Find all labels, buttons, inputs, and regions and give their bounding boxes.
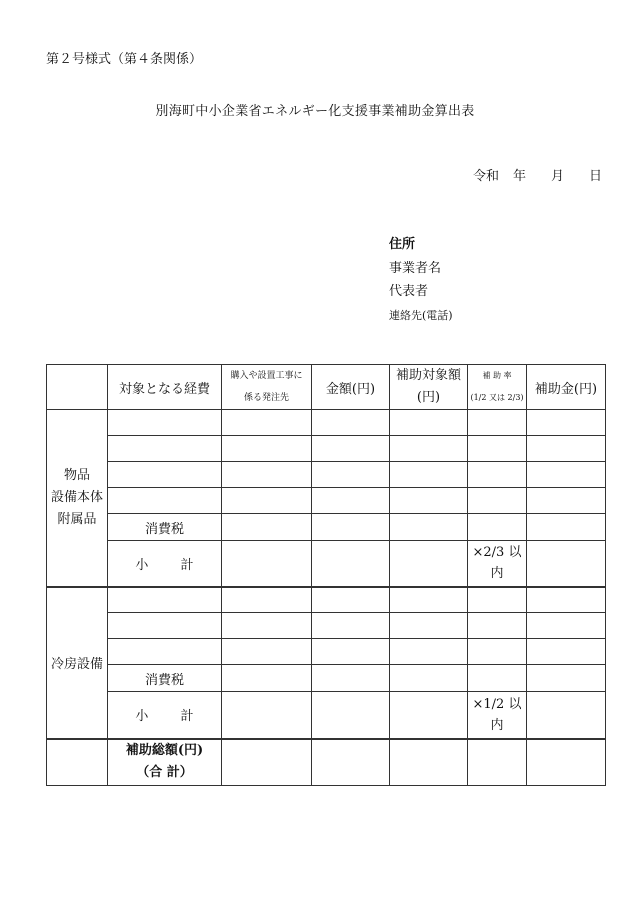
header-vendor-line2: 係る発注先 bbox=[243, 393, 289, 403]
input-cell[interactable] bbox=[312, 639, 390, 665]
subtotal-row bbox=[47, 692, 606, 739]
input-cell[interactable] bbox=[390, 410, 468, 436]
total-line1: 補助総額(円) bbox=[125, 743, 204, 759]
total-blank bbox=[47, 739, 108, 786]
input-cell[interactable] bbox=[468, 587, 527, 613]
date-line bbox=[473, 165, 602, 184]
input-cell[interactable] bbox=[312, 665, 390, 692]
subtotal-row bbox=[47, 541, 606, 587]
representative-label: 代表者 bbox=[389, 284, 429, 299]
header-row bbox=[47, 365, 606, 410]
table-row bbox=[47, 587, 606, 613]
input-cell[interactable] bbox=[468, 488, 527, 514]
business-name-label: 事業者名 bbox=[389, 260, 442, 276]
date-month: 月 bbox=[550, 169, 564, 184]
input-cell[interactable] bbox=[468, 514, 527, 541]
input-cell[interactable] bbox=[312, 541, 390, 587]
form-number: 第２号様式（第４条関係） bbox=[46, 52, 203, 67]
input-cell[interactable] bbox=[527, 488, 606, 514]
category-line: 設備本体 bbox=[50, 489, 103, 505]
tax-label: 消費税 bbox=[108, 514, 222, 541]
input-cell[interactable] bbox=[222, 665, 312, 692]
category-line: 物品 bbox=[63, 467, 90, 483]
applicant-block bbox=[389, 233, 453, 327]
address-label: 住所 bbox=[389, 237, 416, 252]
input-cell[interactable] bbox=[527, 541, 606, 587]
header-blank bbox=[47, 365, 108, 410]
table-row bbox=[47, 462, 606, 488]
input-cell[interactable] bbox=[222, 462, 312, 488]
input-cell[interactable] bbox=[222, 514, 312, 541]
subtotal-label bbox=[108, 541, 222, 587]
rate-cell bbox=[468, 692, 527, 739]
total-row bbox=[47, 739, 606, 786]
category-line: 附属品 bbox=[57, 511, 97, 527]
subsidy-calculation-table bbox=[46, 364, 606, 786]
input-cell[interactable] bbox=[390, 739, 468, 786]
input-cell[interactable] bbox=[222, 587, 312, 613]
input-cell[interactable] bbox=[468, 613, 527, 639]
total-line2: （合 計） bbox=[136, 765, 193, 781]
header-vendor bbox=[222, 365, 312, 410]
input-cell[interactable] bbox=[312, 514, 390, 541]
input-cell[interactable] bbox=[108, 613, 222, 639]
input-cell[interactable] bbox=[468, 639, 527, 665]
input-cell[interactable] bbox=[468, 410, 527, 436]
input-cell[interactable] bbox=[222, 692, 312, 739]
input-cell[interactable] bbox=[527, 514, 606, 541]
input-cell[interactable] bbox=[222, 739, 312, 786]
input-cell[interactable] bbox=[108, 488, 222, 514]
input-cell[interactable] bbox=[527, 613, 606, 639]
input-cell[interactable] bbox=[312, 436, 390, 462]
header-eligible bbox=[390, 365, 468, 410]
input-cell[interactable] bbox=[312, 462, 390, 488]
input-cell[interactable] bbox=[312, 613, 390, 639]
input-cell[interactable] bbox=[108, 436, 222, 462]
rate-line1: ×1/2 以 bbox=[472, 696, 522, 712]
input-cell[interactable] bbox=[468, 436, 527, 462]
date-day: 日 bbox=[588, 169, 602, 184]
input-cell[interactable] bbox=[222, 410, 312, 436]
input-cell[interactable] bbox=[108, 587, 222, 613]
input-cell[interactable] bbox=[390, 488, 468, 514]
table-row bbox=[47, 488, 606, 514]
header-rate-line2: (1/2 又は 2/3) bbox=[470, 393, 524, 402]
input-cell[interactable] bbox=[222, 488, 312, 514]
input-cell[interactable] bbox=[390, 587, 468, 613]
input-cell[interactable] bbox=[312, 488, 390, 514]
rate-line2: 内 bbox=[490, 566, 504, 582]
input-cell[interactable] bbox=[390, 613, 468, 639]
tax-row bbox=[47, 665, 606, 692]
category-cooling: 冷房設備 bbox=[47, 587, 108, 739]
header-vendor-line1: 購入や設置工事に bbox=[230, 371, 303, 381]
input-cell[interactable] bbox=[390, 639, 468, 665]
total-label bbox=[108, 739, 222, 786]
subtotal-text: 小 計 bbox=[135, 709, 208, 725]
table-row bbox=[47, 436, 606, 462]
input-cell[interactable] bbox=[312, 410, 390, 436]
document-title: 別海町中小企業省エネルギー化支援事業補助金算出表 bbox=[155, 104, 475, 119]
header-eligible-line2: (円) bbox=[416, 390, 441, 405]
header-subsidy: 補助金(円) bbox=[527, 365, 606, 410]
input-cell[interactable] bbox=[390, 436, 468, 462]
input-cell[interactable] bbox=[390, 665, 468, 692]
header-eligible-line1: 補助対象額 bbox=[395, 368, 461, 383]
date-year: 年 bbox=[512, 169, 526, 184]
input-cell[interactable] bbox=[527, 692, 606, 739]
table-row bbox=[47, 613, 606, 639]
header-item: 対象となる経費 bbox=[108, 365, 222, 410]
input-cell[interactable] bbox=[390, 692, 468, 739]
subtotal-label bbox=[108, 692, 222, 739]
input-cell[interactable] bbox=[468, 665, 527, 692]
input-cell[interactable] bbox=[222, 613, 312, 639]
input-cell[interactable] bbox=[527, 665, 606, 692]
input-cell[interactable] bbox=[527, 587, 606, 613]
header-amount: 金額(円) bbox=[312, 365, 390, 410]
input-cell[interactable] bbox=[527, 410, 606, 436]
input-cell[interactable] bbox=[468, 739, 527, 786]
input-cell[interactable] bbox=[108, 462, 222, 488]
input-cell[interactable] bbox=[527, 462, 606, 488]
input-cell[interactable] bbox=[312, 692, 390, 739]
input-cell[interactable] bbox=[312, 587, 390, 613]
rate-cell bbox=[468, 541, 527, 587]
input-cell[interactable] bbox=[222, 541, 312, 587]
header-rate-line1: 補 助 率 bbox=[482, 371, 512, 380]
rate-line2: 内 bbox=[490, 717, 504, 733]
contact-label: 連絡先(電話) bbox=[389, 308, 453, 322]
table-row bbox=[47, 639, 606, 665]
input-cell[interactable] bbox=[390, 541, 468, 587]
table-row bbox=[47, 410, 606, 436]
input-cell[interactable] bbox=[312, 739, 390, 786]
input-cell[interactable] bbox=[390, 514, 468, 541]
input-cell[interactable] bbox=[527, 739, 606, 786]
input-cell[interactable] bbox=[468, 462, 527, 488]
category-equipment bbox=[47, 410, 108, 587]
rate-line1: ×2/3 以 bbox=[472, 545, 522, 561]
header-rate bbox=[468, 365, 527, 410]
subtotal-text: 小 計 bbox=[135, 557, 208, 573]
input-cell[interactable] bbox=[222, 639, 312, 665]
input-cell[interactable] bbox=[222, 436, 312, 462]
tax-label: 消費税 bbox=[108, 665, 222, 692]
input-cell[interactable] bbox=[527, 639, 606, 665]
input-cell[interactable] bbox=[108, 410, 222, 436]
input-cell[interactable] bbox=[390, 462, 468, 488]
input-cell[interactable] bbox=[108, 639, 222, 665]
input-cell[interactable] bbox=[527, 436, 606, 462]
tax-row bbox=[47, 514, 606, 541]
date-era: 令和 bbox=[472, 169, 499, 184]
